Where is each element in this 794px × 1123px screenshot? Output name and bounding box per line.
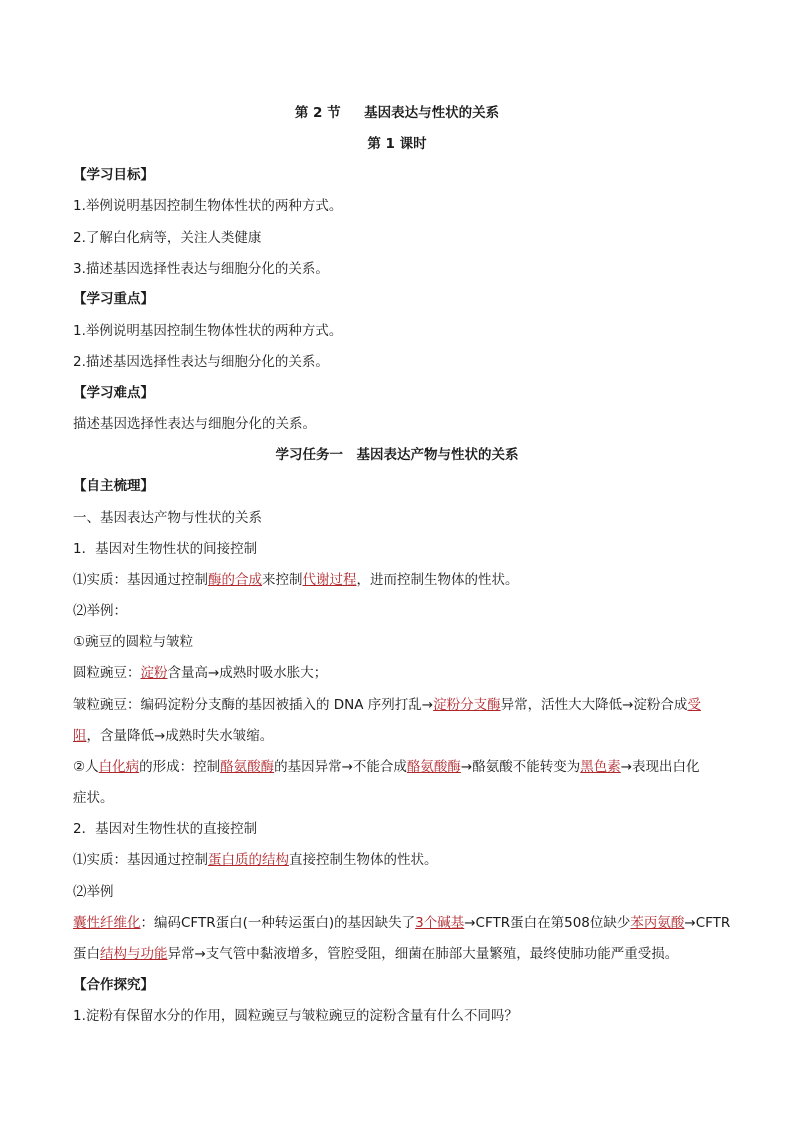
answer-blank: 代谢过程: [302, 572, 357, 588]
section-title: 第 2 节 基因表达与性状的关系: [294, 105, 500, 121]
answer-blank: 白化病: [98, 759, 140, 775]
direct-essence: ⑴实质：基因通过控制蛋白质的结构直接控制生物体的性状。: [73, 852, 438, 868]
lesson-title: 第 1 课时: [367, 136, 427, 152]
wrinkled-pea-text-cont: 阻，含量降低→成熟时失水皱缩。: [73, 728, 274, 744]
goal-item: 1.举例说明基因控制生物体性状的两种方式。: [73, 198, 343, 214]
question-item: 1.淀粉有保留水分的作用，圆粒豌豆与皱粒豌豆的淀粉含量有什么不同吗？: [73, 1008, 518, 1024]
subsection-title: 一、基因表达产物与性状的关系: [73, 510, 262, 526]
example-label: ⑵举例：: [73, 603, 127, 619]
albinism-text-cont: 症状。: [73, 790, 114, 806]
task-title: 学习任务一 基因表达产物与性状的关系: [275, 447, 519, 463]
cf-text: 囊性纤维化：编码CFTR蛋白(一种转运蛋白)的基因缺失了3个碱基→CFTR蛋白在第508位缺少苯丙氨酸→CFTR: [73, 915, 731, 931]
answer-blank: 蛋白质的结构: [208, 852, 289, 868]
albinism-text: ②人白化病的形成：控制酪氨酸酶的基因异常→不能合成酪氨酸酶→酪氨酸不能转变为黑色素→表现出白化: [73, 759, 700, 775]
round-pea-text: 圆粒豌豆：淀粉含量高→成熟时吸水胀大；: [73, 665, 328, 681]
answer-blank: 阻: [73, 728, 87, 744]
keypoints-heading: 【学习重点】: [73, 291, 154, 307]
difficulty-heading: 【学习难点】: [73, 385, 154, 401]
answer-blank: 结构与功能: [100, 946, 168, 962]
answer-blank: 淀粉: [140, 665, 168, 681]
goals-heading: 【学习目标】: [73, 167, 154, 183]
goal-item: 3.描述基因选择性表达与细胞分化的关系。: [73, 261, 329, 277]
answer-blank: 酪氨酸酶: [220, 759, 275, 775]
answer-blank: 3个碱基: [415, 915, 465, 931]
answer-blank: 囊性纤维化: [73, 915, 141, 931]
answer-blank: 酪氨酸酶: [406, 759, 461, 775]
answer-blank: 淀粉分支酶: [433, 697, 501, 713]
wrinkled-pea-text: 皱粒豌豆：编码淀粉分支酶的基因被插入的 DNA 序列打乱→淀粉分支酶异常，活性大大降低→淀粉合成受: [73, 697, 701, 713]
difficulty-text: 描述基因选择性表达与细胞分化的关系。: [73, 416, 316, 432]
keypoint-item: 1.举例说明基因控制生物体性状的两种方式。: [73, 323, 343, 339]
coop-heading: 【合作探究】: [73, 977, 154, 993]
answer-blank: 酶的合成: [208, 572, 262, 588]
answer-blank: 受: [687, 697, 701, 713]
pea-title: ①豌豆的圆粒与皱粒: [73, 634, 194, 650]
item-title: 1．基因对生物性状的间接控制: [73, 541, 258, 557]
self-study-heading: 【自主梳理】: [73, 478, 154, 494]
indirect-essence: ⑴实质：基因通过控制酶的合成来控制代谢过程，进而控制生物体的性状。: [73, 572, 519, 588]
answer-blank: 苯丙氨酸: [630, 915, 685, 931]
goal-item: 2.了解白化病等，关注人类健康: [73, 230, 262, 246]
example-label: ⑵举例: [73, 884, 114, 900]
item-title: 2．基因对生物性状的直接控制: [73, 821, 258, 837]
answer-blank: 黑色素: [580, 759, 621, 775]
cf-text-cont: 蛋白结构与功能异常→支气管中黏液增多，管腔受阻，细菌在肺部大量繁殖，最终使肺功能严重受损。: [73, 946, 679, 962]
keypoint-item: 2.描述基因选择性表达与细胞分化的关系。: [73, 354, 329, 370]
